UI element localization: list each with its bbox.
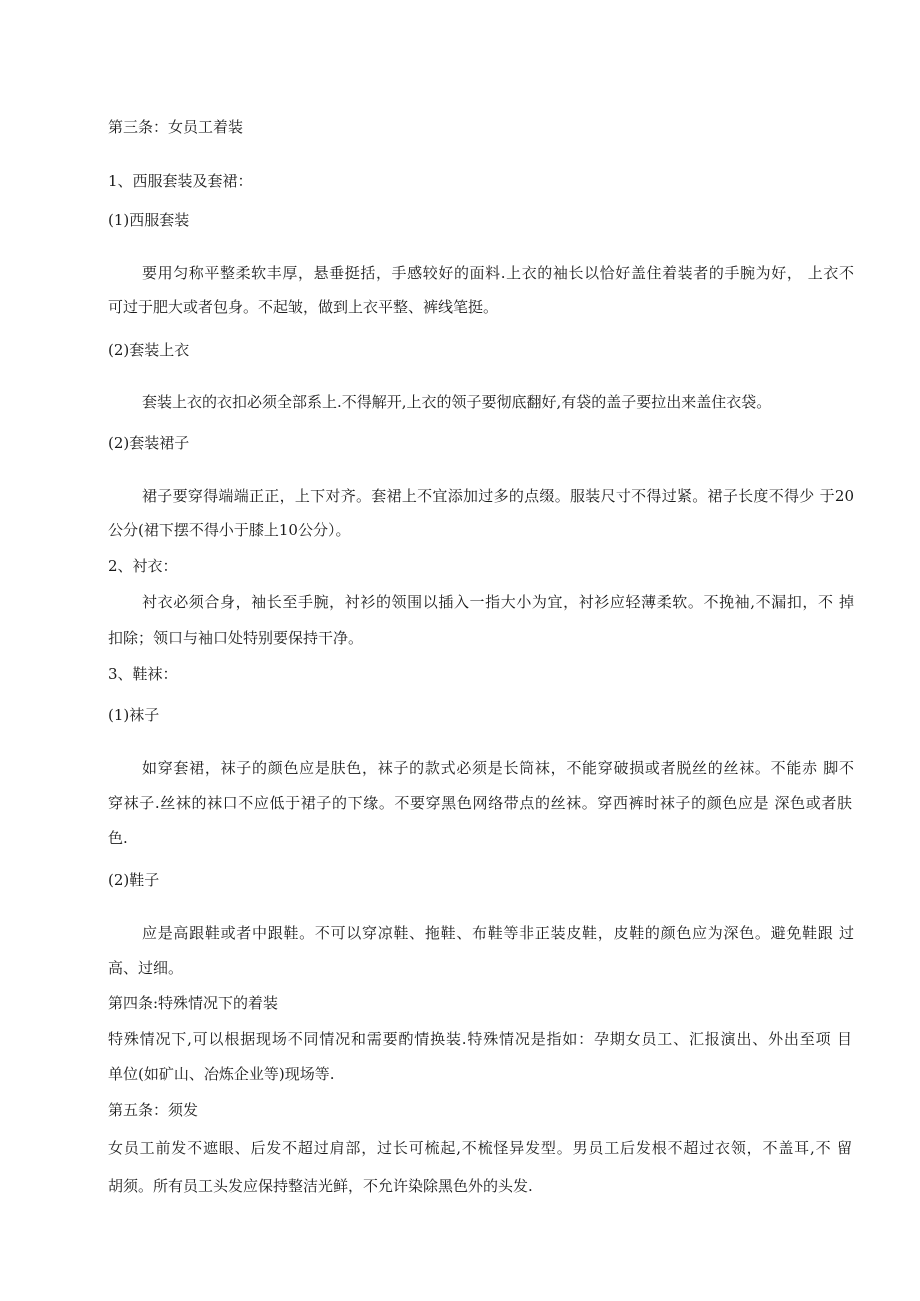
paragraph-line: 特殊情况下,可以根据现场不同情况和需要酌情换装.特殊情况是指如：孕期女员工、汇报演出、外出至项 目 <box>108 1030 852 1048</box>
paragraph-line: 穿袜子.丝袜的袜口不应低于裙子的下缘。不要穿黑色网络带点的丝袜。穿西裤时袜子的颜色应是 深色或者肤 <box>108 794 852 812</box>
subheading-skirt: (2)套装裙子 <box>108 434 190 452</box>
paragraph-line: 套装上衣的衣扣必须全部系上.不得解开,上衣的领子要彻底翻好,有袋的盖子要拉出来盖住衣袋。 <box>142 393 772 411</box>
paragraph-line: 裙子要穿得端端正正，上下对齐。套裙上不宜添加过多的点缀。服装尺寸不得过紧。裙子长度不得少 于20 <box>142 487 854 505</box>
paragraph-line: 应是高跟鞋或者中跟鞋。不可以穿凉鞋、拖鞋、布鞋等非正装皮鞋，皮鞋的颜色应为深色。避免鞋跟 过 <box>142 924 854 942</box>
paragraph-line: 扣除；领口与袖口处特别要保持干净。 <box>108 629 364 647</box>
heading-shirt: 2、衬衣： <box>108 557 178 575</box>
subheading-shoes: (2)鞋子 <box>108 871 160 889</box>
paragraph-line: 公分(裙下摆不得小于膝上10公分）。 <box>108 521 351 539</box>
paragraph-line: 可过于肥大或者包身。不起皱，做到上衣平整、裤线笔挺。 <box>108 298 499 316</box>
subheading-socks: (1)袜子 <box>108 706 160 724</box>
heading-shoes-socks: 3、鞋袜： <box>108 665 178 683</box>
paragraph-line: 如穿套裙，袜子的颜色应是肤色，袜子的款式必须是长筒袜，不能穿破损或者脱丝的丝袜。不能赤 脚不 <box>142 759 854 777</box>
section-5-title: 第五条：须发 <box>108 1101 199 1119</box>
section-3-title: 第三条：女员工着装 <box>108 118 244 136</box>
heading-suits: 1、西服套装及套裙： <box>108 172 253 190</box>
paragraph-line: 高、过细。 <box>108 959 184 977</box>
subheading-jacket: (2)套装上衣 <box>108 341 190 359</box>
paragraph-line: 要用匀称平整柔软丰厚，悬垂挺括，手感较好的面料.上衣的袖长以恰好盖住着装者的手腕为好， 上衣不 <box>142 264 854 282</box>
paragraph-line: 女员工前发不遮眼、后发不超过肩部，过长可梳起,不梳怪异发型。男员工后发根不超过衣领，不盖耳,不 留 <box>108 1139 852 1157</box>
subheading-suit: (1)西服套装 <box>108 211 190 229</box>
paragraph-line: 色. <box>108 829 128 847</box>
paragraph-line: 胡须。所有员工头发应保持整洁光鲜，不允许染除黑色外的头发. <box>108 1177 533 1195</box>
paragraph-line: 衬衣必须合身，袖长至手腕，衬衫的领围以插入一指大小为宜，衬衫应轻薄柔软。不挽袖,不漏扣，不 掉 <box>142 593 854 611</box>
section-4-title: 第四条:特殊情况下的着装 <box>108 994 279 1012</box>
paragraph-line: 单位(如矿山、冶炼企业等)现场等. <box>108 1065 335 1083</box>
